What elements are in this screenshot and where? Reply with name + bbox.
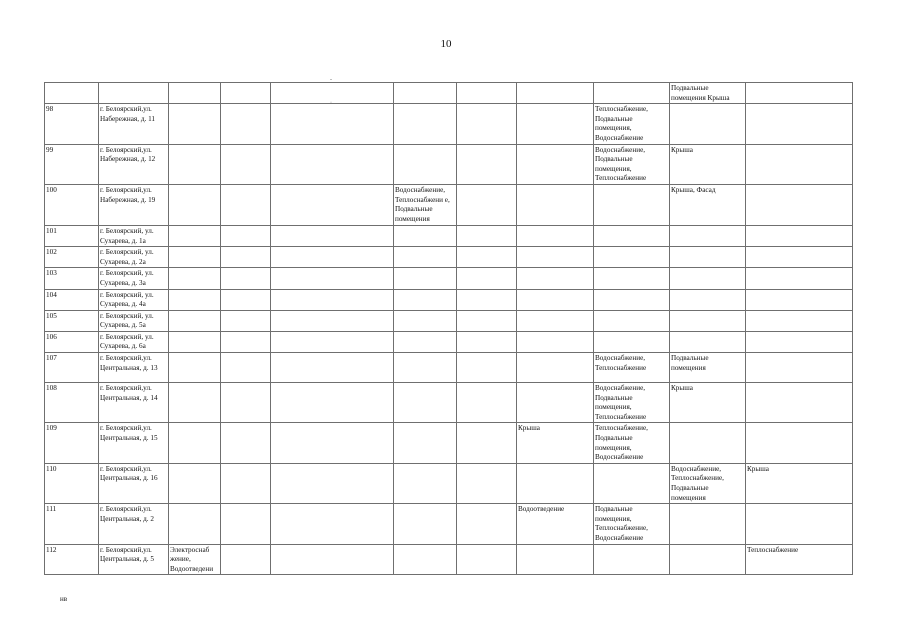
system-cell <box>221 289 271 310</box>
system-cell <box>271 289 394 310</box>
address-cell <box>99 83 169 104</box>
system-cell <box>517 383 594 423</box>
system-cell <box>517 268 594 289</box>
system-cell: Подвальные помещения Крыша <box>670 83 746 104</box>
system-cell <box>746 353 853 383</box>
system-cell: Подвальные помещения, Теплоснабжение, Водоснабжение <box>594 504 670 544</box>
footer-note: нв <box>60 595 68 603</box>
system-cell <box>394 247 457 268</box>
system-cell <box>271 310 394 331</box>
table-row <box>45 383 853 423</box>
system-cell <box>221 225 271 246</box>
system-cell <box>169 268 221 289</box>
system-cell <box>457 289 517 310</box>
system-cell <box>169 504 221 544</box>
system-cell <box>221 383 271 423</box>
system-cell <box>457 83 517 104</box>
system-cell: Крыша, Фасад <box>670 184 746 225</box>
system-cell: Крыша <box>746 463 853 503</box>
row-number-cell: 100 <box>45 184 99 225</box>
system-cell <box>517 104 594 144</box>
system-cell <box>394 383 457 423</box>
system-cell <box>271 463 394 503</box>
system-cell <box>457 463 517 503</box>
row-number-cell: 99 <box>45 144 99 184</box>
system-cell <box>746 268 853 289</box>
system-cell <box>670 289 746 310</box>
system-cell <box>746 383 853 423</box>
address-cell: г. Белоярский, ул. Сухарева, д. 6а <box>99 331 169 352</box>
system-cell <box>746 504 853 544</box>
system-cell <box>594 544 670 575</box>
system-cell <box>169 383 221 423</box>
table-row <box>45 104 853 144</box>
system-cell <box>594 83 670 104</box>
system-cell <box>394 104 457 144</box>
table-row <box>45 463 853 503</box>
system-cell <box>221 544 271 575</box>
system-cell <box>670 331 746 352</box>
system-cell <box>594 184 670 225</box>
system-cell <box>221 247 271 268</box>
system-cell: Водоснабжение, Теплоснабжение, Подвальные помещения <box>670 463 746 503</box>
row-number-cell: 98 <box>45 104 99 144</box>
system-cell <box>670 504 746 544</box>
table-row <box>45 268 853 289</box>
system-cell <box>457 353 517 383</box>
system-cell <box>271 144 394 184</box>
table-row <box>45 544 853 575</box>
system-cell <box>594 268 670 289</box>
system-cell <box>517 144 594 184</box>
system-cell <box>394 310 457 331</box>
system-cell <box>271 247 394 268</box>
system-cell <box>457 544 517 575</box>
table-row <box>45 83 853 104</box>
system-cell <box>594 463 670 503</box>
row-number-cell: 105 <box>45 310 99 331</box>
system-cell <box>746 423 853 463</box>
system-cell <box>457 331 517 352</box>
system-cell <box>517 310 594 331</box>
system-cell <box>457 310 517 331</box>
system-cell <box>169 310 221 331</box>
system-cell <box>394 289 457 310</box>
system-cell <box>394 331 457 352</box>
system-cell <box>517 184 594 225</box>
system-cell <box>457 383 517 423</box>
system-cell <box>169 331 221 352</box>
system-cell <box>394 144 457 184</box>
system-cell <box>271 504 394 544</box>
system-cell: Водоснабжение, Подвальные помещения, Теплоснабжение <box>594 383 670 423</box>
system-cell <box>394 225 457 246</box>
address-cell: г. Белоярский,ул. Центральная, д. 16 <box>99 463 169 503</box>
system-cell <box>271 104 394 144</box>
row-number-cell <box>45 83 99 104</box>
system-cell <box>394 353 457 383</box>
system-cell: Крыша <box>670 144 746 184</box>
system-cell <box>594 289 670 310</box>
system-cell <box>670 423 746 463</box>
system-cell <box>221 310 271 331</box>
page-number: 10 <box>440 38 452 50</box>
register-table <box>44 82 853 575</box>
address-cell: г. Белоярский,ул. Центральная, д. 15 <box>99 423 169 463</box>
address-cell: г. Белоярский, ул. Сухарева, д. 3а <box>99 268 169 289</box>
table-row <box>45 184 853 225</box>
system-cell <box>457 104 517 144</box>
system-cell: Крыша <box>517 423 594 463</box>
system-cell <box>169 184 221 225</box>
system-cell <box>746 184 853 225</box>
system-cell <box>221 268 271 289</box>
system-cell <box>394 423 457 463</box>
system-cell <box>221 144 271 184</box>
system-cell <box>271 184 394 225</box>
system-cell <box>670 247 746 268</box>
system-cell <box>457 423 517 463</box>
system-cell: Теплоснабжение, Подвальные помещения, Водоснабжение <box>594 104 670 144</box>
system-cell <box>670 268 746 289</box>
system-cell <box>457 247 517 268</box>
address-cell: г. Белоярский, ул. Сухарева, д. 1а <box>99 225 169 246</box>
address-cell: г. Белоярский,ул. Набережная, д. 19 <box>99 184 169 225</box>
address-cell: г. Белоярский, ул. Сухарева, д. 2а <box>99 247 169 268</box>
system-cell <box>221 423 271 463</box>
address-cell: г. Белоярский,ул. Набережная, д. 11 <box>99 104 169 144</box>
table-row <box>45 331 853 352</box>
system-cell <box>221 184 271 225</box>
row-number-cell: 102 <box>45 247 99 268</box>
system-cell <box>221 331 271 352</box>
system-cell <box>517 463 594 503</box>
row-number-cell: 101 <box>45 225 99 246</box>
system-cell <box>517 247 594 268</box>
address-cell: г. Белоярский,ул. Центральная, д. 2 <box>99 504 169 544</box>
system-cell <box>221 104 271 144</box>
system-cell <box>457 268 517 289</box>
system-cell: Водоотведение <box>517 504 594 544</box>
system-cell <box>517 353 594 383</box>
system-cell <box>746 83 853 104</box>
system-cell <box>594 225 670 246</box>
address-cell: г. Белоярский,ул. Центральная, д. 13 <box>99 353 169 383</box>
system-cell <box>457 184 517 225</box>
system-cell <box>271 331 394 352</box>
table-row <box>45 423 853 463</box>
address-cell: г. Белоярский, ул. Сухарева, д. 5а <box>99 310 169 331</box>
system-cell <box>169 247 221 268</box>
system-cell <box>271 353 394 383</box>
row-number-cell: 104 <box>45 289 99 310</box>
system-cell <box>394 504 457 544</box>
system-cell: Теплоснабжение, Подвальные помещения, Водоснабжение <box>594 423 670 463</box>
system-cell <box>271 383 394 423</box>
system-cell: Электроснаб жение, Водоотведени <box>169 544 221 575</box>
system-cell <box>670 225 746 246</box>
system-cell <box>746 247 853 268</box>
row-number-cell: 106 <box>45 331 99 352</box>
system-cell <box>457 144 517 184</box>
system-cell <box>517 331 594 352</box>
system-cell <box>169 423 221 463</box>
row-number-cell: 110 <box>45 463 99 503</box>
table-row <box>45 144 853 184</box>
system-cell <box>457 225 517 246</box>
system-cell <box>594 331 670 352</box>
system-cell <box>169 353 221 383</box>
system-cell: Водоснабжение, Теплоснабжени е, Подвальные помещения <box>394 184 457 225</box>
system-cell: Водоснабжение, Теплоснабжение <box>594 353 670 383</box>
system-cell <box>670 104 746 144</box>
system-cell <box>594 247 670 268</box>
table-row <box>45 247 853 268</box>
table-row <box>45 310 853 331</box>
system-cell: Теплоснабжение <box>746 544 853 575</box>
system-cell <box>221 353 271 383</box>
row-number-cell: 108 <box>45 383 99 423</box>
system-cell <box>271 225 394 246</box>
table-row <box>45 504 853 544</box>
system-cell <box>221 83 271 104</box>
system-cell <box>169 104 221 144</box>
system-cell <box>271 83 394 104</box>
system-cell <box>746 331 853 352</box>
system-cell <box>169 144 221 184</box>
system-cell <box>394 544 457 575</box>
row-number-cell: 103 <box>45 268 99 289</box>
system-cell <box>746 104 853 144</box>
system-cell <box>746 225 853 246</box>
row-number-cell: 111 <box>45 504 99 544</box>
address-cell: г. Белоярский,ул. Центральная, д. 5 <box>99 544 169 575</box>
system-cell <box>271 544 394 575</box>
system-cell <box>746 289 853 310</box>
system-cell <box>670 544 746 575</box>
row-number-cell: 109 <box>45 423 99 463</box>
system-cell <box>594 310 670 331</box>
address-cell: г. Белоярский,ул. Набережная, д. 12 <box>99 144 169 184</box>
table-row <box>45 289 853 310</box>
system-cell: Подвальные помещения <box>670 353 746 383</box>
system-cell <box>394 463 457 503</box>
system-cell <box>169 289 221 310</box>
system-cell <box>517 544 594 575</box>
system-cell <box>517 225 594 246</box>
system-cell: Водоснабжение, Подвальные помещения, Теплоснабжение <box>594 144 670 184</box>
system-cell <box>169 463 221 503</box>
table-row <box>45 353 853 383</box>
register-body <box>45 83 853 575</box>
row-number-cell: 112 <box>45 544 99 575</box>
system-cell <box>394 83 457 104</box>
system-cell <box>271 268 394 289</box>
system-cell <box>271 423 394 463</box>
table-row <box>45 225 853 246</box>
address-cell: г. Белоярский,ул. Центральная, д. 14 <box>99 383 169 423</box>
system-cell <box>746 144 853 184</box>
scan-mark: · <box>330 100 332 106</box>
system-cell <box>457 504 517 544</box>
address-cell: г. Белоярский, ул. Сухарева, д. 4а <box>99 289 169 310</box>
system-cell <box>221 504 271 544</box>
system-cell <box>517 83 594 104</box>
system-cell <box>169 83 221 104</box>
system-cell <box>670 310 746 331</box>
system-cell <box>221 463 271 503</box>
system-cell <box>394 268 457 289</box>
system-cell <box>746 310 853 331</box>
row-number-cell: 107 <box>45 353 99 383</box>
system-cell <box>169 225 221 246</box>
scan-mark: - <box>330 77 332 83</box>
system-cell <box>517 289 594 310</box>
system-cell: Крыша <box>670 383 746 423</box>
